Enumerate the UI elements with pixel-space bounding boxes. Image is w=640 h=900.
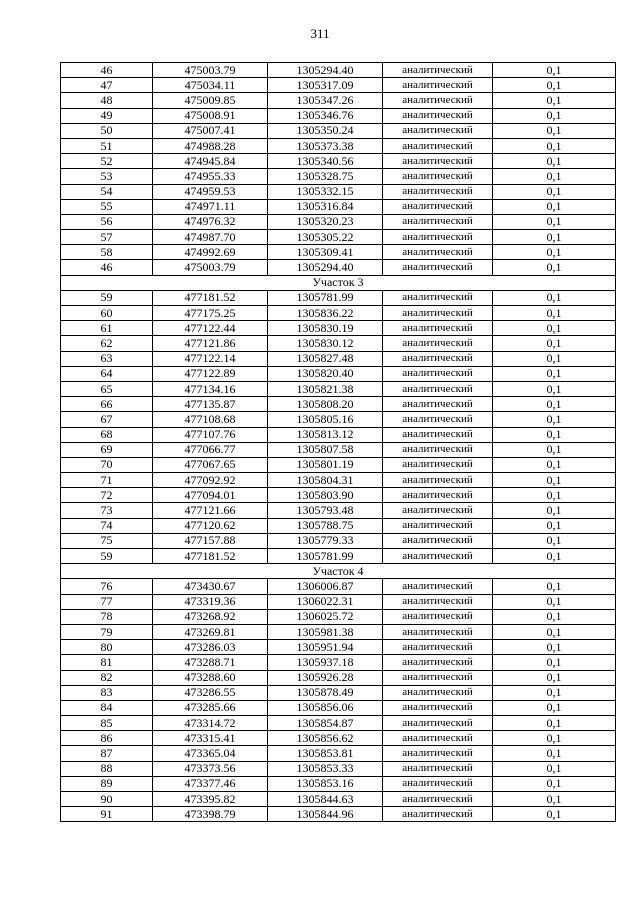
y-coordinate-cell: 1305309.41: [268, 245, 383, 260]
table-row: [61, 397, 616, 412]
accuracy-cell: 0,1: [493, 427, 616, 442]
x-coordinate-cell: 474988.28: [153, 138, 268, 153]
point-number-cell: 58: [61, 245, 153, 260]
y-coordinate-cell: 1305320.23: [268, 214, 383, 229]
x-coordinate-cell: 474992.69: [153, 245, 268, 260]
point-number-cell: 84: [61, 700, 153, 715]
point-number-cell: 59: [61, 290, 153, 305]
point-number-cell: 81: [61, 655, 153, 670]
method-cell: аналитический: [383, 488, 493, 503]
y-coordinate-cell: 1305805.16: [268, 412, 383, 427]
y-coordinate-cell: 1305854.87: [268, 716, 383, 731]
y-coordinate-cell: 1305779.33: [268, 533, 383, 548]
method-cell: аналитический: [383, 138, 493, 153]
y-coordinate-cell: 1305808.20: [268, 397, 383, 412]
accuracy-cell: 0,1: [493, 624, 616, 639]
point-number-cell: 68: [61, 427, 153, 442]
method-cell: аналитический: [383, 306, 493, 321]
method-cell: аналитический: [383, 123, 493, 138]
method-cell: аналитический: [383, 640, 493, 655]
method-cell: аналитический: [383, 230, 493, 245]
accuracy-cell: 0,1: [493, 609, 616, 624]
method-cell: аналитический: [383, 655, 493, 670]
accuracy-cell: 0,1: [493, 78, 616, 93]
table-row: [61, 123, 616, 138]
method-cell: аналитический: [383, 549, 493, 564]
table-row: [61, 533, 616, 548]
method-cell: аналитический: [383, 214, 493, 229]
x-coordinate-cell: 473377.46: [153, 776, 268, 791]
point-number-cell: 69: [61, 442, 153, 457]
method-cell: аналитический: [383, 792, 493, 807]
method-cell: аналитический: [383, 776, 493, 791]
x-coordinate-cell: 477120.62: [153, 518, 268, 533]
table-row: [61, 78, 616, 93]
point-number-cell: 79: [61, 624, 153, 639]
point-number-cell: 74: [61, 518, 153, 533]
point-number-cell: 59: [61, 549, 153, 564]
x-coordinate-cell: 477066.77: [153, 442, 268, 457]
x-coordinate-cell: 473430.67: [153, 579, 268, 594]
accuracy-cell: 0,1: [493, 579, 616, 594]
table-row: [61, 609, 616, 624]
x-coordinate-cell: 477135.87: [153, 397, 268, 412]
method-cell: аналитический: [383, 609, 493, 624]
method-cell: аналитический: [383, 473, 493, 488]
x-coordinate-cell: 474959.53: [153, 184, 268, 199]
table-row: [61, 381, 616, 396]
y-coordinate-cell: 1305830.19: [268, 321, 383, 336]
y-coordinate-cell: 1305294.40: [268, 63, 383, 78]
table-row: [61, 199, 616, 214]
table-row: [61, 700, 616, 715]
y-coordinate-cell: 1305793.48: [268, 503, 383, 518]
table-row: [61, 579, 616, 594]
accuracy-cell: 0,1: [493, 488, 616, 503]
y-coordinate-cell: 1305926.28: [268, 670, 383, 685]
x-coordinate-cell: 477181.52: [153, 290, 268, 305]
y-coordinate-cell: 1305844.96: [268, 807, 383, 822]
x-coordinate-cell: 477122.14: [153, 351, 268, 366]
table-row: [61, 518, 616, 533]
accuracy-cell: 0,1: [493, 199, 616, 214]
point-number-cell: 87: [61, 746, 153, 761]
accuracy-cell: 0,1: [493, 123, 616, 138]
accuracy-cell: 0,1: [493, 230, 616, 245]
accuracy-cell: 0,1: [493, 154, 616, 169]
table-row: [61, 351, 616, 366]
accuracy-cell: 0,1: [493, 412, 616, 427]
point-number-cell: 90: [61, 792, 153, 807]
method-cell: аналитический: [383, 381, 493, 396]
table-row: [61, 776, 616, 791]
point-number-cell: 83: [61, 685, 153, 700]
y-coordinate-cell: 1305827.48: [268, 351, 383, 366]
table-row: [61, 290, 616, 305]
x-coordinate-cell: 474945.84: [153, 154, 268, 169]
point-number-cell: 52: [61, 154, 153, 169]
method-cell: аналитический: [383, 624, 493, 639]
y-coordinate-cell: 1305853.33: [268, 761, 383, 776]
accuracy-cell: 0,1: [493, 549, 616, 564]
point-number-cell: 49: [61, 108, 153, 123]
point-number-cell: 51: [61, 138, 153, 153]
x-coordinate-cell: 477092.92: [153, 473, 268, 488]
x-coordinate-cell: 475008.91: [153, 108, 268, 123]
y-coordinate-cell: 1305788.75: [268, 518, 383, 533]
page-number: 311: [310, 26, 330, 41]
method-cell: аналитический: [383, 397, 493, 412]
accuracy-cell: 0,1: [493, 700, 616, 715]
method-cell: аналитический: [383, 731, 493, 746]
section-title: Участок 3: [61, 275, 616, 290]
method-cell: аналитический: [383, 594, 493, 609]
table-row: [61, 670, 616, 685]
point-number-cell: 72: [61, 488, 153, 503]
section-title: Участок 4: [61, 564, 616, 579]
method-cell: аналитический: [383, 761, 493, 776]
accuracy-cell: 0,1: [493, 807, 616, 822]
point-number-cell: 67: [61, 412, 153, 427]
accuracy-cell: 0,1: [493, 716, 616, 731]
point-number-cell: 86: [61, 731, 153, 746]
y-coordinate-cell: 1305856.62: [268, 731, 383, 746]
table-row: [61, 260, 616, 275]
accuracy-cell: 0,1: [493, 169, 616, 184]
accuracy-cell: 0,1: [493, 457, 616, 472]
y-coordinate-cell: 1305294.40: [268, 260, 383, 275]
accuracy-cell: 0,1: [493, 245, 616, 260]
x-coordinate-cell: 473319.36: [153, 594, 268, 609]
x-coordinate-cell: 475034.11: [153, 78, 268, 93]
accuracy-cell: 0,1: [493, 655, 616, 670]
table-row: [61, 594, 616, 609]
y-coordinate-cell: 1305856.06: [268, 700, 383, 715]
method-cell: аналитический: [383, 533, 493, 548]
point-number-cell: 55: [61, 199, 153, 214]
table-row: [61, 655, 616, 670]
method-cell: аналитический: [383, 184, 493, 199]
point-number-cell: 65: [61, 381, 153, 396]
accuracy-cell: 0,1: [493, 776, 616, 791]
table-row: [61, 488, 616, 503]
y-coordinate-cell: 1305836.22: [268, 306, 383, 321]
accuracy-cell: 0,1: [493, 670, 616, 685]
point-number-cell: 64: [61, 366, 153, 381]
x-coordinate-cell: 477121.86: [153, 336, 268, 351]
method-cell: аналитический: [383, 457, 493, 472]
accuracy-cell: 0,1: [493, 761, 616, 776]
y-coordinate-cell: 1305803.90: [268, 488, 383, 503]
y-coordinate-cell: 1305347.26: [268, 93, 383, 108]
point-number-cell: 77: [61, 594, 153, 609]
table-row: [61, 63, 616, 78]
accuracy-cell: 0,1: [493, 366, 616, 381]
y-coordinate-cell: 1305821.38: [268, 381, 383, 396]
x-coordinate-cell: 474971.11: [153, 199, 268, 214]
x-coordinate-cell: 475009.85: [153, 93, 268, 108]
y-coordinate-cell: 1305346.76: [268, 108, 383, 123]
y-coordinate-cell: 1305951.94: [268, 640, 383, 655]
x-coordinate-cell: 474955.33: [153, 169, 268, 184]
table-row: [61, 306, 616, 321]
accuracy-cell: 0,1: [493, 442, 616, 457]
y-coordinate-cell: 1305804.31: [268, 473, 383, 488]
y-coordinate-cell: 1305340.56: [268, 154, 383, 169]
x-coordinate-cell: 473268.92: [153, 609, 268, 624]
x-coordinate-cell: 473395.82: [153, 792, 268, 807]
y-coordinate-cell: 1305316.84: [268, 199, 383, 214]
accuracy-cell: 0,1: [493, 640, 616, 655]
method-cell: аналитический: [383, 154, 493, 169]
method-cell: аналитический: [383, 78, 493, 93]
method-cell: аналитический: [383, 716, 493, 731]
y-coordinate-cell: 1306006.87: [268, 579, 383, 594]
method-cell: аналитический: [383, 336, 493, 351]
accuracy-cell: 0,1: [493, 731, 616, 746]
table-row: [61, 761, 616, 776]
table-row: [61, 624, 616, 639]
y-coordinate-cell: 1305853.16: [268, 776, 383, 791]
point-number-cell: 61: [61, 321, 153, 336]
section-header-row: [61, 564, 616, 579]
table-row: [61, 731, 616, 746]
point-number-cell: 71: [61, 473, 153, 488]
point-number-cell: 75: [61, 533, 153, 548]
point-number-cell: 63: [61, 351, 153, 366]
point-number-cell: 73: [61, 503, 153, 518]
point-number-cell: 66: [61, 397, 153, 412]
y-coordinate-cell: 1305820.40: [268, 366, 383, 381]
accuracy-cell: 0,1: [493, 306, 616, 321]
table-row: [61, 746, 616, 761]
coordinates-table-body: [61, 63, 616, 822]
x-coordinate-cell: 475003.79: [153, 260, 268, 275]
method-cell: аналитический: [383, 442, 493, 457]
method-cell: аналитический: [383, 427, 493, 442]
y-coordinate-cell: 1305830.12: [268, 336, 383, 351]
point-number-cell: 48: [61, 93, 153, 108]
point-number-cell: 60: [61, 306, 153, 321]
table-row: [61, 93, 616, 108]
table-row: [61, 685, 616, 700]
table-row: [61, 230, 616, 245]
accuracy-cell: 0,1: [493, 533, 616, 548]
accuracy-cell: 0,1: [493, 381, 616, 396]
accuracy-cell: 0,1: [493, 214, 616, 229]
coordinates-table: [60, 62, 616, 822]
table-row: [61, 108, 616, 123]
x-coordinate-cell: 475003.79: [153, 63, 268, 78]
x-coordinate-cell: 477134.16: [153, 381, 268, 396]
x-coordinate-cell: 473285.66: [153, 700, 268, 715]
table-row: [61, 792, 616, 807]
method-cell: аналитический: [383, 700, 493, 715]
table-row: [61, 427, 616, 442]
accuracy-cell: 0,1: [493, 594, 616, 609]
y-coordinate-cell: 1305937.18: [268, 655, 383, 670]
method-cell: аналитический: [383, 746, 493, 761]
accuracy-cell: 0,1: [493, 93, 616, 108]
x-coordinate-cell: 477157.88: [153, 533, 268, 548]
x-coordinate-cell: 477107.76: [153, 427, 268, 442]
method-cell: аналитический: [383, 412, 493, 427]
x-coordinate-cell: 477067.65: [153, 457, 268, 472]
method-cell: аналитический: [383, 807, 493, 822]
point-number-cell: 47: [61, 78, 153, 93]
x-coordinate-cell: 473314.72: [153, 716, 268, 731]
point-number-cell: 91: [61, 807, 153, 822]
x-coordinate-cell: 473373.56: [153, 761, 268, 776]
method-cell: аналитический: [383, 518, 493, 533]
accuracy-cell: 0,1: [493, 746, 616, 761]
point-number-cell: 80: [61, 640, 153, 655]
table-row: [61, 245, 616, 260]
table-row: [61, 640, 616, 655]
table-row: [61, 321, 616, 336]
table-row: [61, 138, 616, 153]
y-coordinate-cell: 1305332.15: [268, 184, 383, 199]
point-number-cell: 70: [61, 457, 153, 472]
table-row: [61, 442, 616, 457]
method-cell: аналитический: [383, 366, 493, 381]
x-coordinate-cell: 477108.68: [153, 412, 268, 427]
x-coordinate-cell: 473315.41: [153, 731, 268, 746]
table-row: [61, 412, 616, 427]
accuracy-cell: 0,1: [493, 518, 616, 533]
method-cell: аналитический: [383, 199, 493, 214]
table-row: [61, 214, 616, 229]
method-cell: аналитический: [383, 670, 493, 685]
y-coordinate-cell: 1305305.22: [268, 230, 383, 245]
x-coordinate-cell: 477181.52: [153, 549, 268, 564]
table-row: [61, 366, 616, 381]
point-number-cell: 85: [61, 716, 153, 731]
x-coordinate-cell: 477122.44: [153, 321, 268, 336]
accuracy-cell: 0,1: [493, 138, 616, 153]
x-coordinate-cell: 473286.55: [153, 685, 268, 700]
y-coordinate-cell: 1305373.38: [268, 138, 383, 153]
y-coordinate-cell: 1305781.99: [268, 290, 383, 305]
point-number-cell: 62: [61, 336, 153, 351]
x-coordinate-cell: 477121.66: [153, 503, 268, 518]
point-number-cell: 76: [61, 579, 153, 594]
point-number-cell: 89: [61, 776, 153, 791]
accuracy-cell: 0,1: [493, 351, 616, 366]
accuracy-cell: 0,1: [493, 290, 616, 305]
accuracy-cell: 0,1: [493, 63, 616, 78]
method-cell: аналитический: [383, 63, 493, 78]
point-number-cell: 78: [61, 609, 153, 624]
y-coordinate-cell: 1305328.75: [268, 169, 383, 184]
table-row: [61, 457, 616, 472]
section-header-row: [61, 275, 616, 290]
point-number-cell: 46: [61, 63, 153, 78]
table-row: [61, 336, 616, 351]
y-coordinate-cell: 1305801.19: [268, 457, 383, 472]
accuracy-cell: 0,1: [493, 260, 616, 275]
x-coordinate-cell: 475007.41: [153, 123, 268, 138]
x-coordinate-cell: 473365.04: [153, 746, 268, 761]
table-row: [61, 549, 616, 564]
x-coordinate-cell: 473269.81: [153, 624, 268, 639]
y-coordinate-cell: 1305853.81: [268, 746, 383, 761]
method-cell: аналитический: [383, 169, 493, 184]
x-coordinate-cell: 477122.89: [153, 366, 268, 381]
method-cell: аналитический: [383, 579, 493, 594]
y-coordinate-cell: 1305844.63: [268, 792, 383, 807]
point-number-cell: 53: [61, 169, 153, 184]
y-coordinate-cell: 1305813.12: [268, 427, 383, 442]
method-cell: аналитический: [383, 503, 493, 518]
table-row: [61, 154, 616, 169]
accuracy-cell: 0,1: [493, 503, 616, 518]
x-coordinate-cell: 477094.01: [153, 488, 268, 503]
y-coordinate-cell: 1306022.31: [268, 594, 383, 609]
method-cell: аналитический: [383, 108, 493, 123]
point-number-cell: 82: [61, 670, 153, 685]
x-coordinate-cell: 473288.71: [153, 655, 268, 670]
y-coordinate-cell: 1305781.99: [268, 549, 383, 564]
accuracy-cell: 0,1: [493, 321, 616, 336]
table-row: [61, 807, 616, 822]
x-coordinate-cell: 473288.60: [153, 670, 268, 685]
point-number-cell: 50: [61, 123, 153, 138]
point-number-cell: 57: [61, 230, 153, 245]
method-cell: аналитический: [383, 321, 493, 336]
x-coordinate-cell: 477175.25: [153, 306, 268, 321]
method-cell: аналитический: [383, 245, 493, 260]
accuracy-cell: 0,1: [493, 108, 616, 123]
x-coordinate-cell: 473398.79: [153, 807, 268, 822]
y-coordinate-cell: 1306025.72: [268, 609, 383, 624]
method-cell: аналитический: [383, 260, 493, 275]
x-coordinate-cell: 473286.03: [153, 640, 268, 655]
accuracy-cell: 0,1: [493, 397, 616, 412]
point-number-cell: 46: [61, 260, 153, 275]
method-cell: аналитический: [383, 351, 493, 366]
method-cell: аналитический: [383, 290, 493, 305]
x-coordinate-cell: 474976.32: [153, 214, 268, 229]
method-cell: аналитический: [383, 93, 493, 108]
accuracy-cell: 0,1: [493, 473, 616, 488]
y-coordinate-cell: 1305350.24: [268, 123, 383, 138]
y-coordinate-cell: 1305317.09: [268, 78, 383, 93]
point-number-cell: 54: [61, 184, 153, 199]
y-coordinate-cell: 1305981.38: [268, 624, 383, 639]
accuracy-cell: 0,1: [493, 336, 616, 351]
table-row: [61, 169, 616, 184]
table-row: [61, 184, 616, 199]
point-number-cell: 88: [61, 761, 153, 776]
table-row: [61, 473, 616, 488]
table-row: [61, 716, 616, 731]
accuracy-cell: 0,1: [493, 184, 616, 199]
method-cell: аналитический: [383, 685, 493, 700]
y-coordinate-cell: 1305878.49: [268, 685, 383, 700]
accuracy-cell: 0,1: [493, 792, 616, 807]
y-coordinate-cell: 1305807.58: [268, 442, 383, 457]
table-row: [61, 503, 616, 518]
point-number-cell: 56: [61, 214, 153, 229]
accuracy-cell: 0,1: [493, 685, 616, 700]
x-coordinate-cell: 474987.70: [153, 230, 268, 245]
